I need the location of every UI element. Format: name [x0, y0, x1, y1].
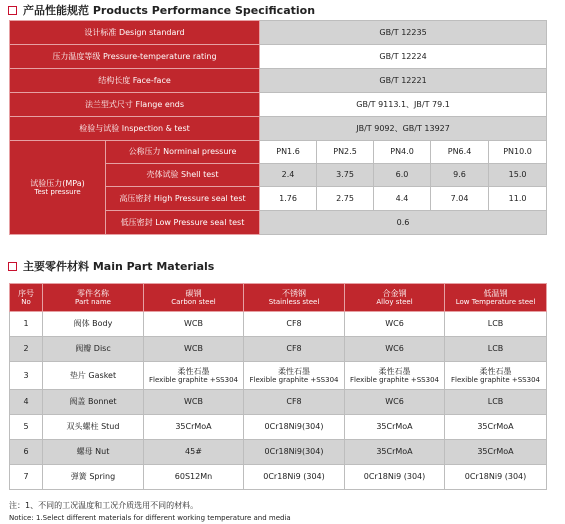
performance-heading: 产品性能规范 Products Performance Specification — [8, 2, 315, 18]
row-stainless: CF8 — [244, 390, 345, 415]
row-value: GB/T 12224 — [260, 45, 547, 69]
row-part: 双头螺柱 Stud — [43, 415, 144, 440]
header-part: 零件名称 Part name — [43, 284, 144, 312]
row-no: 6 — [10, 440, 43, 465]
materials-table — [9, 283, 547, 490]
perf-row-flange — [10, 93, 547, 117]
square-bullet-icon — [8, 262, 17, 271]
table-row — [10, 440, 547, 465]
header-no: 序号 No — [10, 284, 43, 312]
row-value: GB/T 9113.1、JB/T 79.1 — [260, 93, 547, 117]
nominal-cell: PN2.5 — [317, 141, 374, 164]
perf-row-rating — [10, 45, 547, 69]
table-row — [10, 337, 547, 362]
header-carbon: 碳钢 Carbon steel — [144, 284, 244, 312]
row-no: 4 — [10, 390, 43, 415]
nominal-cell: PN10.0 — [489, 141, 547, 164]
materials-header-row — [10, 284, 547, 312]
row-stainless: CF8 — [244, 312, 345, 337]
row-low-temp: 35CrMoA — [445, 440, 547, 465]
row-carbon: 60S12Mn — [144, 465, 244, 490]
table-row — [10, 362, 547, 390]
note-cn: 注：1、不同的工况温度和工况介质选用不同的材料。 — [9, 501, 199, 510]
row-carbon: 35CrMoA — [144, 415, 244, 440]
row-low-temp: 35CrMoA — [445, 415, 547, 440]
row-no: 7 — [10, 465, 43, 490]
high-seal-cell: 1.76 — [260, 187, 317, 211]
high-seal-cell: 7.04 — [431, 187, 489, 211]
high-seal-cell: 11.0 — [489, 187, 547, 211]
shell-label: 壳体试验 Shell test — [106, 164, 260, 187]
table-row — [10, 465, 547, 490]
row-low-temp: 0Cr18Ni9 (304) — [445, 465, 547, 490]
high-seal-label: 高压密封 High Pressure seal test — [106, 187, 260, 211]
shell-cell: 2.4 — [260, 164, 317, 187]
row-part: 螺母 Nut — [43, 440, 144, 465]
row-stainless: 柔性石墨 Flexible graphite +SS304 — [244, 362, 345, 390]
row-low-temp: LCB — [445, 337, 547, 362]
row-label: 结构长度 Face-face — [10, 69, 260, 93]
high-seal-cell: 4.4 — [374, 187, 431, 211]
shell-cell: 15.0 — [489, 164, 547, 187]
row-alloy: 0Cr18Ni9 (304) — [345, 465, 445, 490]
notes — [9, 500, 291, 524]
performance-table — [9, 20, 547, 235]
shell-cell: 6.0 — [374, 164, 431, 187]
nominal-cell: PN4.0 — [374, 141, 431, 164]
row-low-temp: LCB — [445, 312, 547, 337]
row-no: 3 — [10, 362, 43, 390]
row-label: 设计标准 Design standard — [10, 21, 260, 45]
row-part: 阀瓣 Disc — [43, 337, 144, 362]
row-alloy: 35CrMoA — [345, 440, 445, 465]
row-carbon: WCB — [144, 337, 244, 362]
row-part: 阀盖 Bonnet — [43, 390, 144, 415]
table-row — [10, 312, 547, 337]
row-value: JB/T 9092、GB/T 13927 — [260, 117, 547, 141]
square-bullet-icon — [8, 6, 17, 15]
row-alloy: WC6 — [345, 390, 445, 415]
row-value: GB/T 12221 — [260, 69, 547, 93]
row-label: 压力温度等级 Pressure-temperature rating — [10, 45, 260, 69]
header-stainless: 不锈钢 Stainless steel — [244, 284, 345, 312]
row-alloy: 柔性石墨 Flexible graphite +SS304 — [345, 362, 445, 390]
row-no: 2 — [10, 337, 43, 362]
row-no: 1 — [10, 312, 43, 337]
row-stainless: CF8 — [244, 337, 345, 362]
row-alloy: 35CrMoA — [345, 415, 445, 440]
row-value: GB/T 12235 — [260, 21, 547, 45]
row-carbon: 柔性石墨 Flexible graphite +SS304 — [144, 362, 244, 390]
nominal-cell: PN1.6 — [260, 141, 317, 164]
perf-row-design — [10, 21, 547, 45]
shell-cell: 9.6 — [431, 164, 489, 187]
low-seal-label: 低压密封 Low Pressure seal test — [106, 211, 260, 235]
test-pressure-label: 试验压力(MPa) Test pressure — [10, 141, 106, 235]
row-alloy: WC6 — [345, 312, 445, 337]
row-carbon: WCB — [144, 390, 244, 415]
row-low-temp: 柔性石墨 Flexible graphite +SS304 — [445, 362, 547, 390]
row-part: 弹簧 Spring — [43, 465, 144, 490]
row-no: 5 — [10, 415, 43, 440]
note-en: Notice: 1.Select different materials for different working temperature and media — [9, 514, 291, 522]
row-stainless: 0Cr18Ni9 (304) — [244, 465, 345, 490]
shell-cell: 3.75 — [317, 164, 374, 187]
perf-row-inspection — [10, 117, 547, 141]
row-label: 法兰型式尺寸 Flange ends — [10, 93, 260, 117]
nominal-cell: PN6.4 — [431, 141, 489, 164]
row-carbon: 45# — [144, 440, 244, 465]
perf-row-nominal — [10, 141, 547, 164]
row-carbon: WCB — [144, 312, 244, 337]
row-stainless: 0Cr18Ni9(304) — [244, 440, 345, 465]
table-row — [10, 390, 547, 415]
row-part: 阀体 Body — [43, 312, 144, 337]
row-stainless: 0Cr18Ni9(304) — [244, 415, 345, 440]
high-seal-cell: 2.75 — [317, 187, 374, 211]
low-seal-cell: 0.6 — [260, 211, 547, 235]
header-low-temp: 低温钢 Low Temperature steel — [445, 284, 547, 312]
materials-heading: 主要零件材料 Main Part Materials — [8, 258, 214, 274]
row-label: 检验与试验 Inspection & test — [10, 117, 260, 141]
row-alloy: WC6 — [345, 337, 445, 362]
header-alloy: 合金钢 Alloy steel — [345, 284, 445, 312]
table-row — [10, 415, 547, 440]
row-low-temp: LCB — [445, 390, 547, 415]
perf-row-face — [10, 69, 547, 93]
nominal-label: 公称压力 Norminal pressure — [106, 141, 260, 164]
row-part: 垫片 Gasket — [43, 362, 144, 390]
